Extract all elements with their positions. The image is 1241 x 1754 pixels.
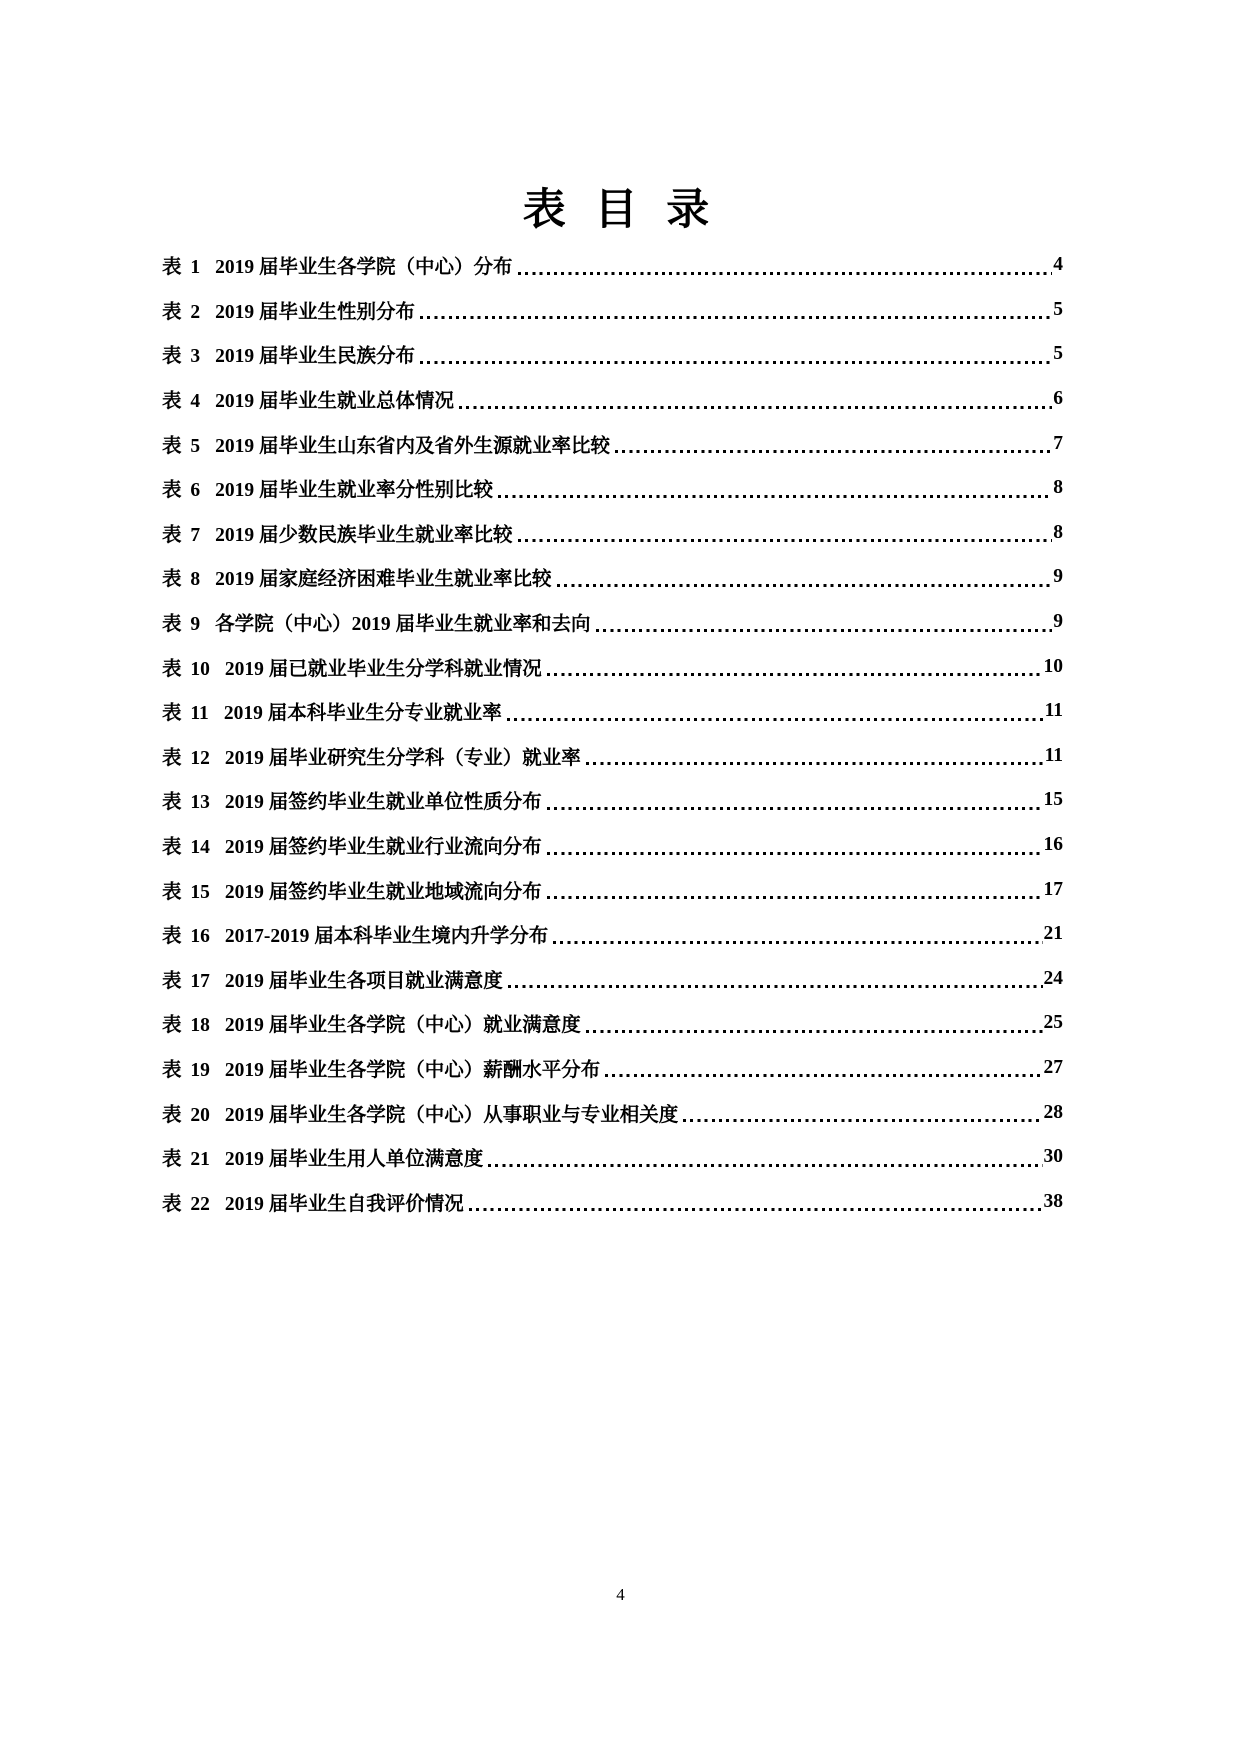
toc-entry-page-number: 27 <box>1043 1056 1063 1078</box>
toc-entry-page-number: 8 <box>1053 521 1063 543</box>
toc-entry-page-number: 11 <box>1044 700 1063 722</box>
toc-entry-title: 2019 届毕业生用人单位满意度 <box>224 1149 484 1171</box>
toc-entry-title: 2019 届本科毕业生分专业就业率 <box>223 703 502 725</box>
toc-entry <box>162 1046 1063 1091</box>
toc-entry <box>162 377 1063 422</box>
toc-entry-page-number: 5 <box>1053 343 1063 365</box>
dot-leader <box>518 539 1053 542</box>
toc-entry-title: 2019 届毕业生就业总体情况 <box>215 391 455 413</box>
dot-leader <box>459 406 1052 409</box>
toc-entry <box>162 1001 1063 1046</box>
dot-leader <box>507 718 1044 721</box>
toc-entry <box>162 288 1063 333</box>
toc-entry-title: 2019 届签约毕业生就业行业流向分布 <box>224 837 542 859</box>
toc-entry-page-number: 25 <box>1043 1012 1063 1034</box>
dot-leader <box>547 673 1043 676</box>
toc-entry-page-number: 6 <box>1053 388 1063 410</box>
toc-entry-label: 表 5 <box>162 435 201 457</box>
dot-leader <box>596 629 1053 632</box>
toc-entry <box>162 511 1063 556</box>
toc-entry <box>162 600 1063 645</box>
toc-entry-page-number: 11 <box>1044 744 1063 766</box>
toc-entry-label: 表 3 <box>162 346 201 368</box>
toc-entry-page-number: 15 <box>1043 789 1063 811</box>
toc-entry <box>162 644 1063 689</box>
toc-entry-title: 2019 届已就业毕业生分学科就业情况 <box>224 658 542 680</box>
toc-entry-title: 2019 届毕业生性别分布 <box>215 301 416 323</box>
toc-entry-label: 表 20 <box>162 1104 210 1126</box>
toc-entry-page-number: 28 <box>1043 1101 1063 1123</box>
toc-entry <box>162 867 1063 912</box>
toc-entry <box>162 1135 1063 1180</box>
toc-entry <box>162 243 1063 288</box>
toc-entry <box>162 823 1063 868</box>
toc-entry-title: 2019 届签约毕业生就业地域流向分布 <box>224 881 542 903</box>
footer-page-number: 4 <box>616 1585 625 1604</box>
dot-leader <box>420 316 1052 319</box>
toc-entry-title: 2019 届签约毕业生就业单位性质分布 <box>224 792 542 814</box>
toc-entry-label: 表 18 <box>162 1015 210 1037</box>
toc-entry-title: 2019 届毕业生各学院（中心）薪酬水平分布 <box>224 1059 601 1081</box>
dot-leader <box>683 1119 1042 1122</box>
dot-leader <box>615 450 1052 453</box>
toc-entry-page-number: 10 <box>1043 655 1063 677</box>
toc-entry <box>162 912 1063 957</box>
toc-entry-title: 2019 届毕业研究生分学科（专业）就业率 <box>224 747 581 769</box>
table-of-contents <box>162 243 1063 1224</box>
dot-leader <box>553 941 1042 944</box>
dot-leader <box>586 1030 1043 1033</box>
toc-entry-title: 2019 届毕业生就业率分性别比较 <box>215 480 494 502</box>
toc-entry-label: 表 6 <box>162 480 201 502</box>
toc-entry-label: 表 21 <box>162 1149 210 1171</box>
dot-leader <box>488 1164 1042 1167</box>
toc-entry-title: 2019 届毕业生各学院（中心）就业满意度 <box>224 1015 581 1037</box>
dot-leader <box>518 272 1053 275</box>
toc-entry-page-number: 21 <box>1043 923 1063 945</box>
toc-entry <box>162 734 1063 779</box>
toc-entry <box>162 689 1063 734</box>
dot-leader <box>557 584 1053 587</box>
toc-entry-title: 2019 届毕业生各学院（中心）分布 <box>215 257 513 279</box>
toc-entry-label: 表 2 <box>162 301 201 323</box>
toc-entry-label: 表 8 <box>162 569 201 591</box>
dot-leader <box>547 807 1043 810</box>
dot-leader <box>508 985 1043 988</box>
toc-entry-title: 2019 届毕业生自我评价情况 <box>224 1193 464 1215</box>
toc-entry-page-number: 7 <box>1053 432 1063 454</box>
toc-entry <box>162 1179 1063 1224</box>
toc-entry-title: 2019 届毕业生民族分布 <box>215 346 416 368</box>
toc-entry <box>162 421 1063 466</box>
dot-leader <box>605 1074 1042 1077</box>
toc-entry-page-number: 24 <box>1043 967 1063 989</box>
toc-entry-page-number: 17 <box>1043 878 1063 900</box>
toc-entry-label: 表 7 <box>162 524 201 546</box>
toc-entry-label: 表 22 <box>162 1193 210 1215</box>
toc-entry-page-number: 16 <box>1043 834 1063 856</box>
toc-entry-label: 表 1 <box>162 257 201 279</box>
toc-entry <box>162 957 1063 1002</box>
toc-entry-page-number: 38 <box>1043 1190 1063 1212</box>
toc-entry-label: 表 11 <box>162 703 209 725</box>
toc-entry <box>162 332 1063 377</box>
toc-entry-label: 表 17 <box>162 970 210 992</box>
toc-entry-label: 表 9 <box>162 614 201 636</box>
toc-entry-label: 表 12 <box>162 747 210 769</box>
toc-entry <box>162 1090 1063 1135</box>
toc-entry-page-number: 8 <box>1053 477 1063 499</box>
toc-entry-label: 表 14 <box>162 837 210 859</box>
toc-entry-page-number: 9 <box>1053 611 1063 633</box>
toc-entry-title: 2017-2019 届本科毕业生境内升学分布 <box>224 926 549 948</box>
dot-leader <box>498 495 1052 498</box>
toc-entry-title: 2019 届家庭经济困难毕业生就业率比较 <box>215 569 552 591</box>
dot-leader <box>547 852 1043 855</box>
toc-entry <box>162 778 1063 823</box>
dot-leader <box>547 896 1043 899</box>
dot-leader <box>420 361 1052 364</box>
toc-entry-title: 各学院（中心）2019 届毕业生就业率和去向 <box>215 614 591 636</box>
dot-leader <box>586 762 1044 765</box>
toc-entry-page-number: 5 <box>1053 298 1063 320</box>
page-title: 表 目 录 <box>522 187 719 234</box>
toc-entry-label: 表 16 <box>162 926 210 948</box>
toc-entry <box>162 555 1063 600</box>
toc-entry-label: 表 15 <box>162 881 210 903</box>
toc-entry-page-number: 9 <box>1053 566 1063 588</box>
toc-entry-label: 表 10 <box>162 658 210 680</box>
toc-entry-label: 表 4 <box>162 391 201 413</box>
toc-entry-label: 表 19 <box>162 1059 210 1081</box>
toc-entry-title: 2019 届毕业生各项目就业满意度 <box>224 970 503 992</box>
toc-entry-title: 2019 届少数民族毕业生就业率比较 <box>215 524 513 546</box>
toc-entry-label: 表 13 <box>162 792 210 814</box>
toc-entry-page-number: 30 <box>1043 1146 1063 1168</box>
toc-entry-title: 2019 届毕业生山东省内及省外生源就业率比较 <box>215 435 611 457</box>
dot-leader <box>469 1208 1043 1211</box>
toc-entry-title: 2019 届毕业生各学院（中心）从事职业与专业相关度 <box>224 1104 679 1126</box>
toc-entry-page-number: 4 <box>1053 254 1063 276</box>
toc-entry <box>162 466 1063 511</box>
